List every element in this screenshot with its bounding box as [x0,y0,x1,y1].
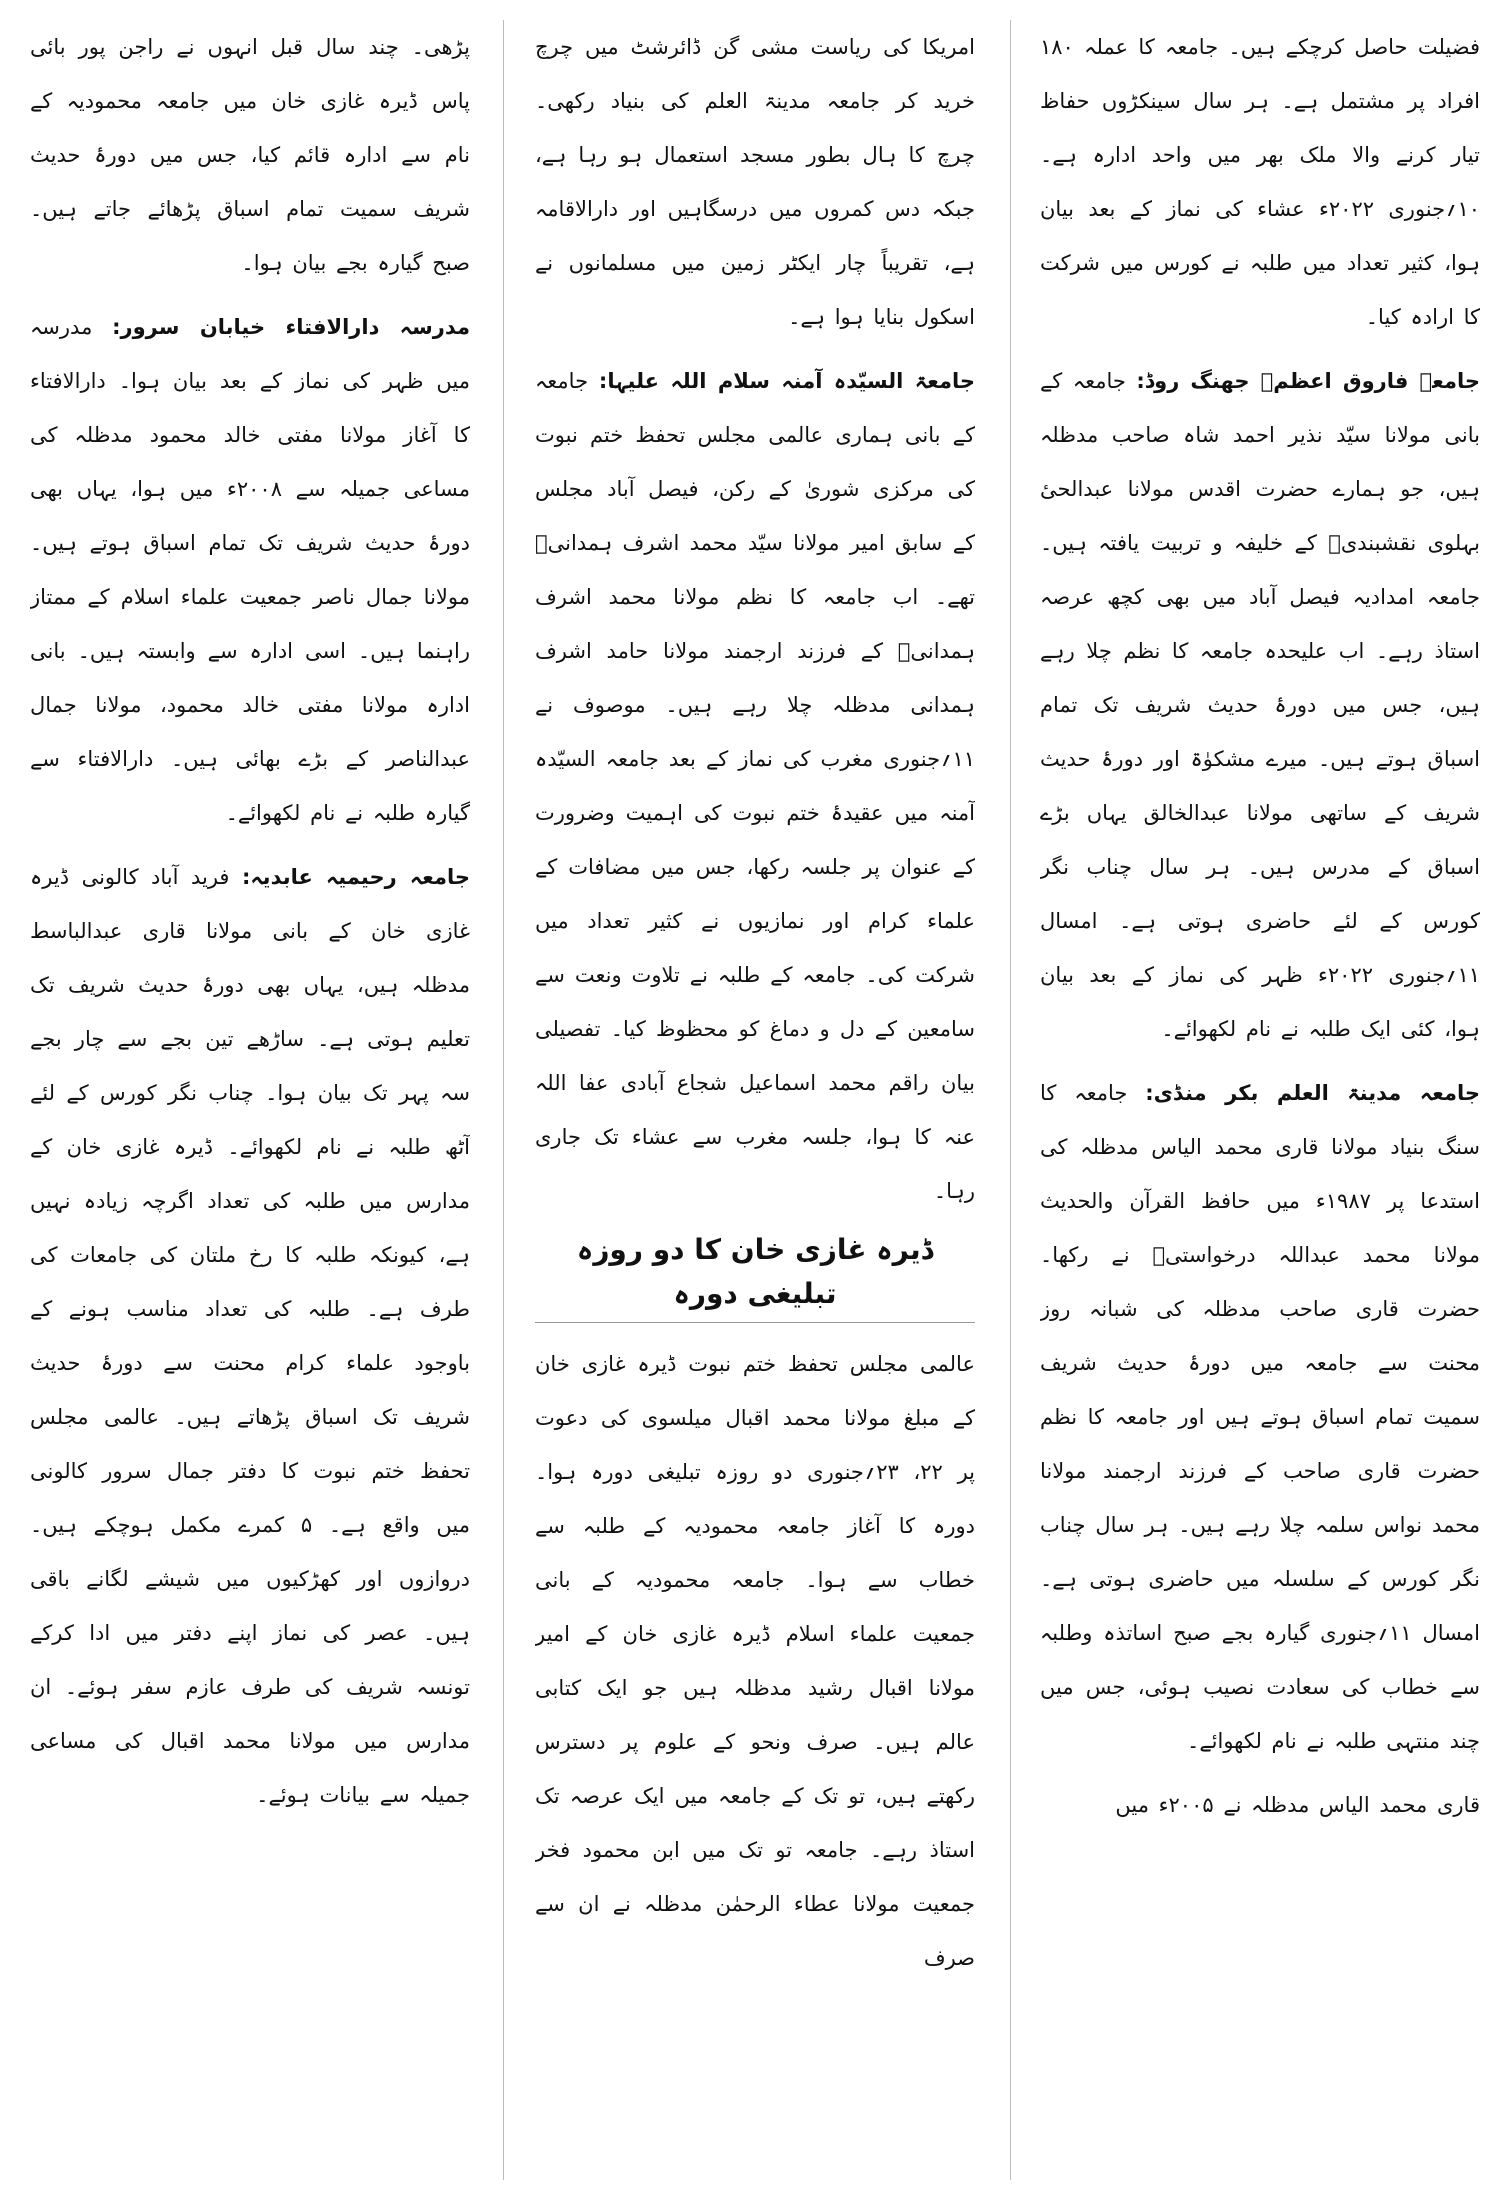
paragraph [1040,354,1480,1056]
paragraph [535,354,975,1218]
section-heading: جامعہ فاروق اعظمؓ جھنگ روڈ: [1136,369,1480,393]
paragraph-text: فرید آباد کالونی ڈیرہ غازی خان کے بانی مولانا قاری عبدالباسط مدظلہ ہیں، یہاں بھی دورۂ حدیث شریف تک تعلیم ہوتی ہے۔ ساڑھے تین بجے سے چار بجے سہ پہر تک بیان ہوا۔ چناب نگر کورس کے لئے آٹھ طلبہ نے نام لکھوائے۔ ڈیرہ غازی خان کے مدارس میں طلبہ کی تعداد اگرچہ زیادہ نہیں ہے، کیونکہ طلبہ کا رخ ملتان کی جامعات کی طرف ہے۔ طلبہ کی تعداد مناسب ہونے کے باوجود علماء کرام محنت سے دورۂ حدیث شریف تک اسباق پڑھاتے ہیں۔ عالمی مجلس تحفظ ختم نبوت کا دفتر جمال سرور کالونی میں واقع ہے۔ ۵ کمرے مکمل ہوچکے ہیں۔ دروازوں اور کھڑکیوں میں شیشے لگانے باقی ہیں۔ عصر کی نماز اپنے دفتر میں ادا کرکے تونسہ شریف کی طرف عازم سفر ہوئے۔ ان مدارس میں مولانا محمد اقبال کی مساعی جمیلہ سے بیانات ہوئے۔ [30,865,470,1807]
paragraph-text: جامعہ کے بانی ہماری عالمی مجلس تحفظ ختم نبوت کی مرکزی شوریٰ کے رکن، فیصل آباد مجلس کے سابق امیر مولانا سیّد محمد اشرف ہمدانیؒ تھے۔ اب جامعہ کا نظم مولانا محمد اشرف ہمدانیؒ کے فرزند ارجمند مولانا حامد اشرف ہمدانی مدظلہ چلا رہے ہیں۔ موصوف نے ۱۱؍جنوری مغرب کی نماز کے بعد جامعہ السیّدہ آمنہ میں عقیدۂ ختم نبوت کی اہمیت وضرورت کے عنوان پر جلسہ رکھا، جس میں مضافات کے علماء کرام اور نمازیوں نے کثیر تعداد میں شرکت کی۔ جامعہ کے طلبہ نے تلاوت ونعت سے سامعین کے دل و دماغ کو محظوظ کیا۔ تفصیلی بیان راقم محمد اسماعیل شجاع آبادی عفا اللہ عنہ کا ہوا، جلسہ مغرب سے عشاء تک جاری رہا۔ [535,369,975,1203]
section-heading: مدرسہ دارالافتاء خیابان سرور: [112,315,470,339]
paragraph-text: مدرسہ میں ظہر کی نماز کے بعد بیان ہوا۔ دارالافتاء کا آغاز مولانا مفتی خالد محمود مدظلہ کی مساعی جمیلہ سے ۲۰۰۸ء میں ہوا، یہاں بھی دورۂ حدیث شریف تک تمام اسباق ہوتے ہیں۔ مولانا جمال ناصر جمعیت علماء اسلام کے ممتاز راہنما ہیں۔ اسی ادارہ سے وابستہ ہیں۔ بانی ادارہ مولانا مفتی خالد محمود، مولانا جمال عبدالناصر کے بڑے بھائی ہیں۔ دارالافتاء سے گیارہ طلبہ نے نام لکھوائے۔ [30,315,470,825]
paragraph-text: جامعہ کا سنگ بنیاد مولانا قاری محمد الیاس مدظلہ کی استدعا پر ۱۹۸۷ء میں حافظ القرآن والحدیث مولانا محمد عبداللہ درخواستیؒ نے رکھا۔ حضرت قاری صاحب مدظلہ کی شبانہ روز محنت سے جامعہ میں دورۂ حدیث شریف سمیت تمام اسباق ہوتے ہیں اور جامعہ کا نظم حضرت قاری صاحب کے فرزند ارجمند مولانا محمد نواس سلمہ چلا رہے ہیں۔ ہر سال چناب نگر کورس کے سلسلہ میں حاضری ہوتی ہے۔ امسال ۱۱؍جنوری گیارہ بجے صبح اساتذہ وطلبہ سے خطاب کی سعادت نصیب ہوئی، جس میں چند منتہی طلبہ نے نام لکھوائے۔ [1040,1081,1480,1753]
paragraph [30,300,470,840]
paragraph: پڑھی۔ چند سال قبل انہوں نے راجن پور بائی پاس ڈیرہ غازی خان میں جامعہ محمودیہ کے نام سے ادارہ قائم کیا، جس میں دورۂ حدیث شریف سمیت تمام اسباق پڑھائے جاتے ہیں۔ صبح گیارہ بجے بیان ہوا۔ [30,35,470,275]
paragraph [1040,1066,1480,1768]
section-heading: جامعۃ السیّدہ آمنہ سلام اللہ علیہا: [598,369,975,393]
section-heading: جامعہ رحیمیہ عابدیہ: [241,865,470,889]
article-headline: ڈیرہ غازی خان کا دو روزہ تبلیغی دورہ [535,1228,975,1323]
column-left [30,20,470,2180]
paragraph: قاری محمد الیاس مدظلہ نے ۲۰۰۵ء میں [1115,1793,1480,1817]
column-middle [535,20,975,2180]
paragraph-text: جامعہ کے بانی مولانا سیّد نذیر احمد شاہ صاحب مدظلہ ہیں، جو ہمارے حضرت اقدس مولانا عبدالحیٔ بہلوی نقشبندیؒ کے خلیفہ و تربیت یافتہ ہیں۔ جامعہ امدادیہ فیصل آباد میں بھی کچھ عرصہ استاذ رہے۔ اب علیحدہ جامعہ کا نظم چلا رہے ہیں، جس میں دورۂ حدیث شریف تک تمام اسباق ہوتے ہیں۔ میرے مشکوٰۃ اور دورۂ حدیث شریف کے ساتھی مولانا عبدالخالق یہاں بڑے اسباق کے مدرس ہیں۔ ہر سال چناب نگر کورس کے لئے حاضری ہوتی ہے۔ امسال ۱۱؍جنوری ۲۰۲۲ء ظہر کی نماز کے بعد بیان ہوا، کئی ایک طلبہ نے نام لکھوائے۔ [1040,369,1480,1041]
paragraph [30,850,470,1822]
column-right [1040,20,1480,2180]
paragraph: فضیلت حاصل کرچکے ہیں۔ جامعہ کا عملہ ۱۸۰ افراد پر مشتمل ہے۔ ہر سال سینکڑوں حفاظ تیار کرنے والا ملک بھر میں واحد ادارہ ہے۔ ۱۰؍جنوری ۲۰۲۲ء عشاء کی نماز کے بعد بیان ہوا، کثیر تعداد میں طلبہ نے کورس میں شرکت کا ارادہ کیا۔ [1040,35,1480,329]
paragraph: عالمی مجلس تحفظ ختم نبوت ڈیرہ غازی خان کے مبلغ مولانا محمد اقبال میلسوی کی دعوت پر ۲۲، ۲۳؍جنوری دو روزہ تبلیغی دورہ ہوا۔ دورہ کا آغاز جامعہ محمودیہ کے طلبہ سے خطاب سے ہوا۔ جامعہ محمودیہ کے بانی جمعیت علماء اسلام ڈیرہ غازی خان کے امیر مولانا اقبال رشید مدظلہ ہیں جو ایک کتابی عالم ہیں۔ صرف ونحو کے علوم پر دسترس رکھتے ہیں، تو تک کے جامعہ میں ایک عرصہ تک استاذ رہے۔ جامعہ تو تک میں ابن محمود فخر جمعیت مولانا عطاء الرحمٰن مدظلہ نے ان سے صرف [535,1352,975,1970]
paragraph: امریکا کی ریاست مشی گن ڈائرشٹ میں چرچ خرید کر جامعہ مدینۃ العلم کی بنیاد رکھی۔ چرچ کا ہال بطور مسجد استعمال ہو رہا ہے، جبکہ دس کمروں میں درسگاہیں اور دارالاقامہ ہے، تقریباً چار ایکٹر زمین میں مسلمانوں نے اسکول بنایا ہوا ہے۔ [535,35,975,329]
column-divider [1010,20,1011,2180]
column-divider [503,20,504,2180]
section-heading: جامعہ مدینۃ العلم بکر منڈی: [1145,1081,1480,1105]
